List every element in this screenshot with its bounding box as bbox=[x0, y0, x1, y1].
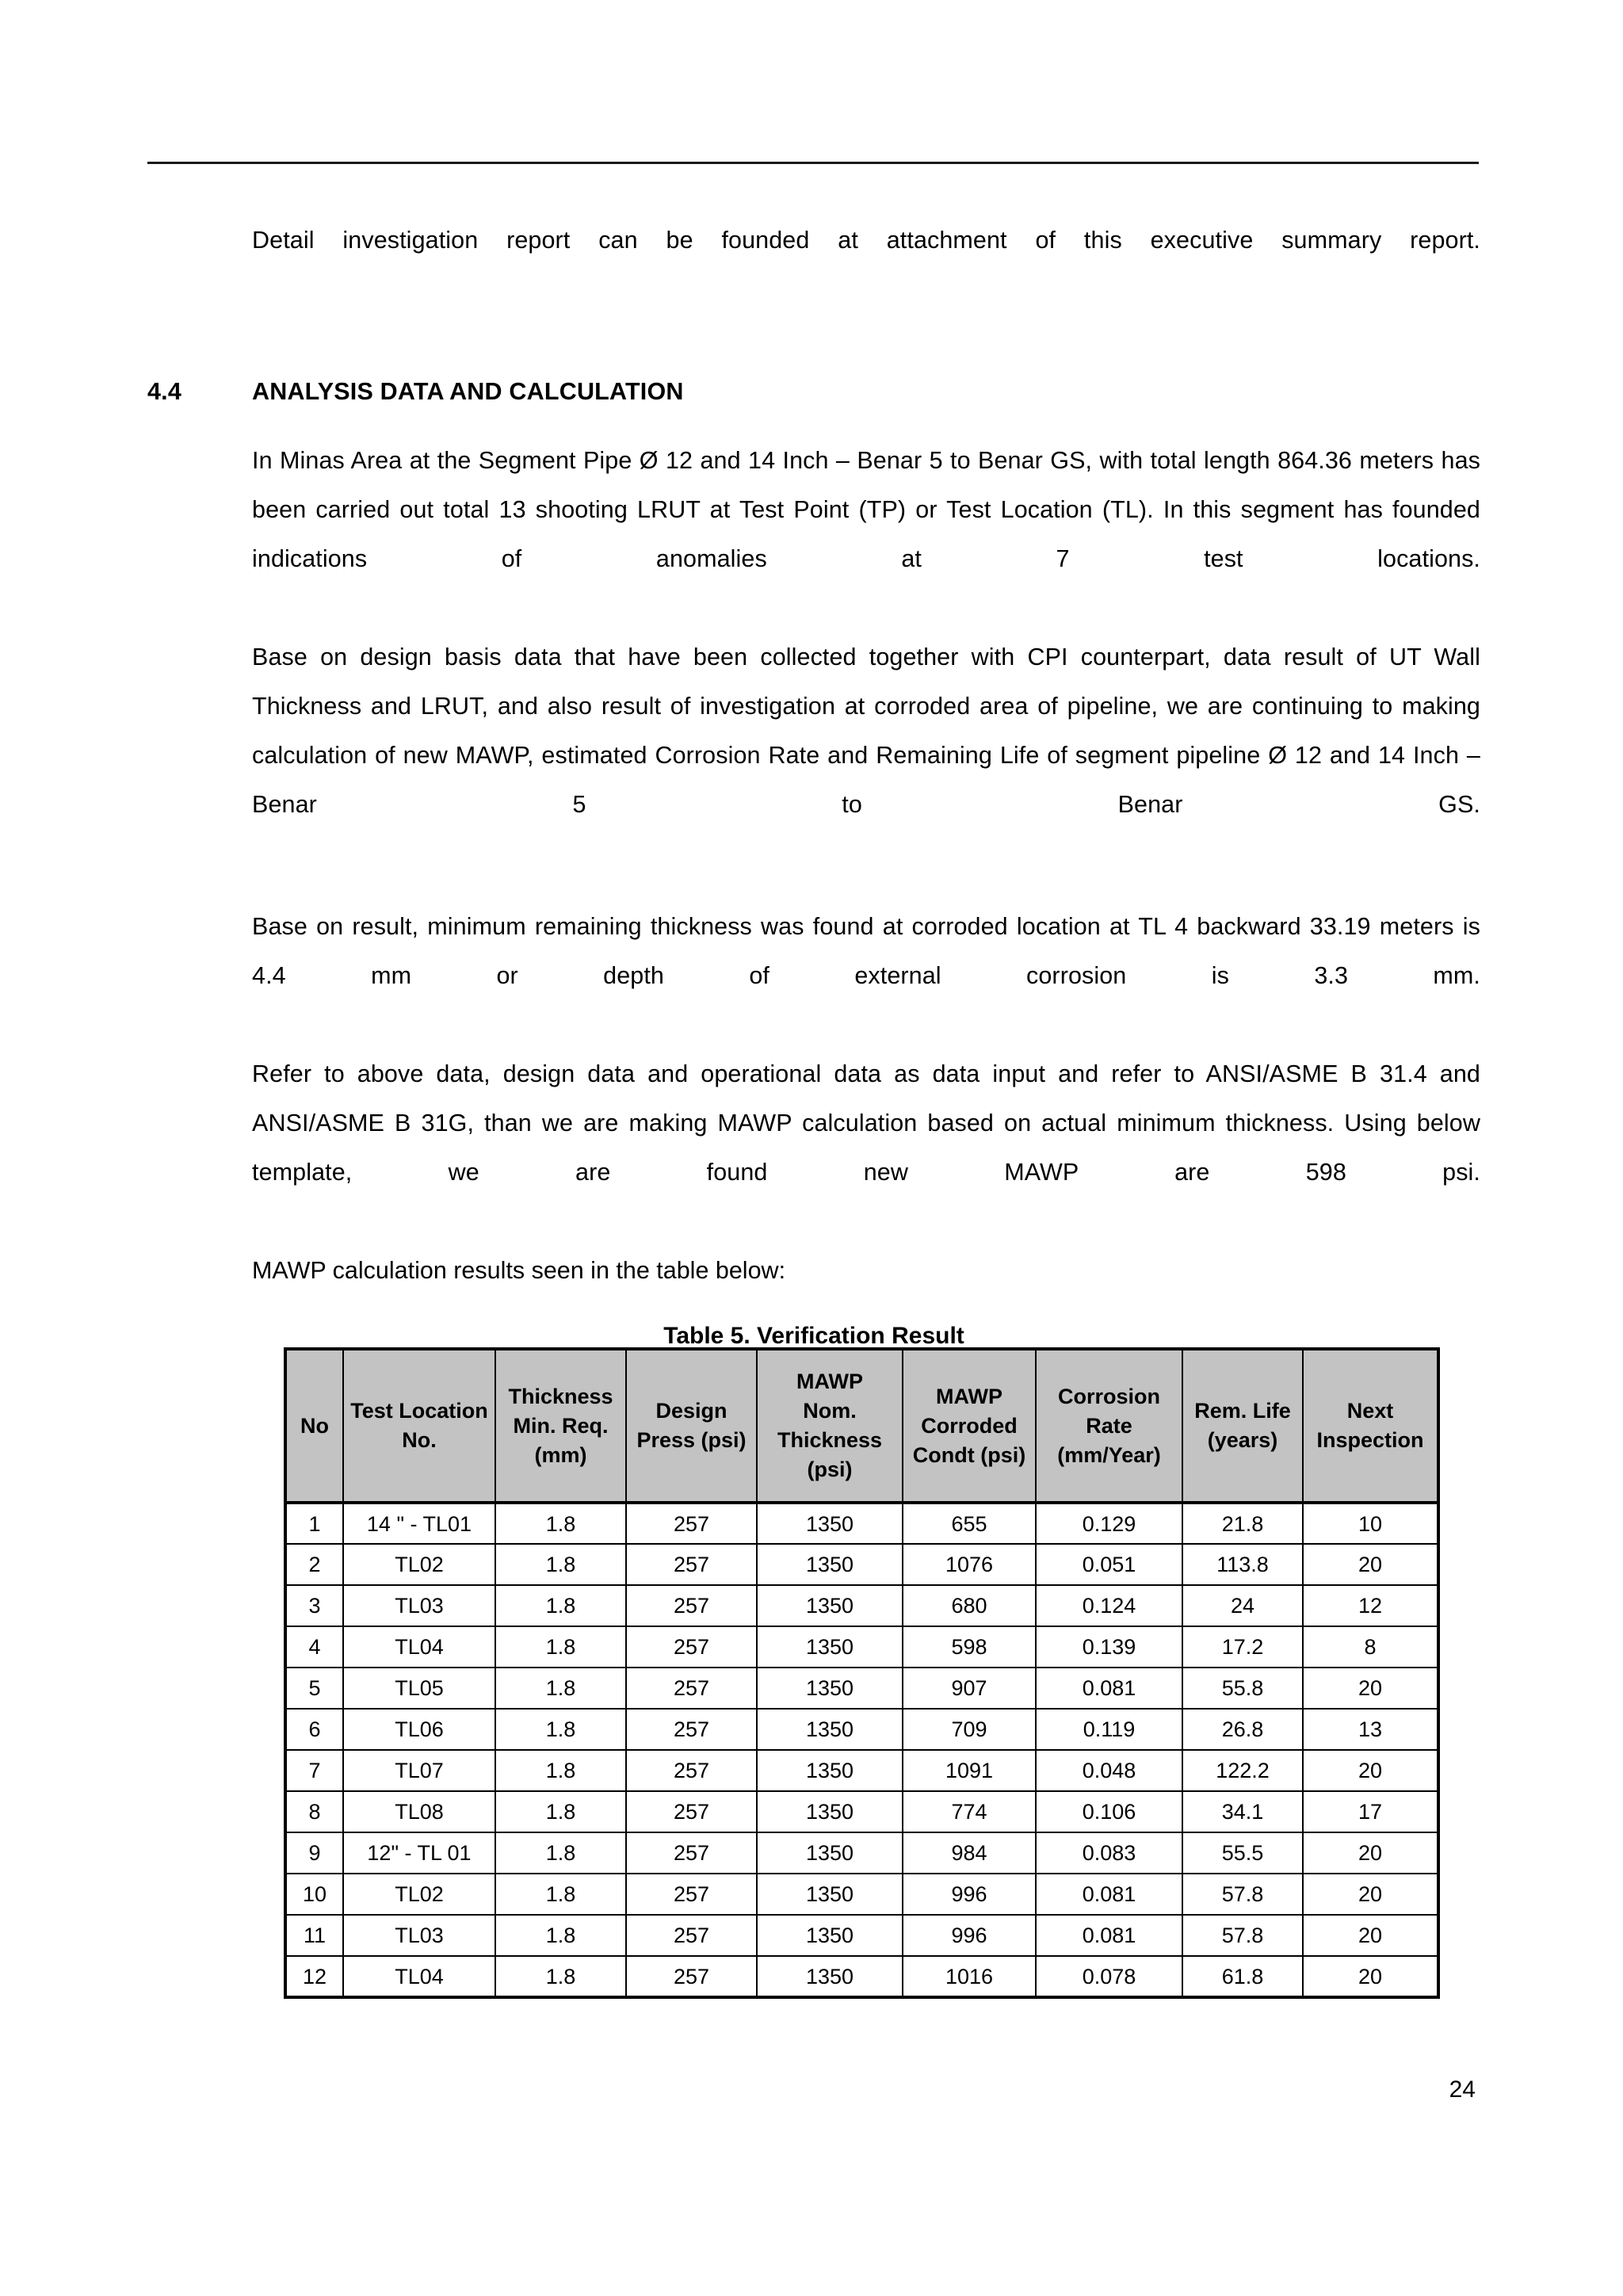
column-header-line: MAWP bbox=[936, 1384, 1002, 1408]
paragraph-1: In Minas Area at the Segment Pipe Ø 12 and 14 Inch – Benar 5 to Benar GS, with total length 864.36 meters has been carried out total 13 shooting LRUT at Test Point (TP) or Test Location (TL). In this segment has founded indications of anomalies at 7 test locations. bbox=[252, 447, 1480, 572]
table-cell-r8-c6: 774 bbox=[903, 1791, 1036, 1832]
table-cell-r1-c3: 1.8 bbox=[495, 1503, 626, 1544]
table-cell-r1-c8: 21.8 bbox=[1182, 1503, 1303, 1544]
table-cell-r10-c2: TL02 bbox=[343, 1874, 495, 1915]
table-cell-r10-c1: 10 bbox=[285, 1874, 343, 1915]
table-cell-r12-c6: 1016 bbox=[903, 1956, 1036, 1997]
table-cell-r2-c5: 1350 bbox=[757, 1544, 903, 1585]
column-header-7 bbox=[1182, 1349, 1303, 1503]
table-cell-r12-c1: 12 bbox=[285, 1956, 343, 1997]
column-header-line: Inspection bbox=[1316, 1428, 1424, 1452]
column-header-4 bbox=[757, 1349, 903, 1503]
table-header-row bbox=[285, 1349, 1438, 1503]
column-header-line: Min. Req. bbox=[513, 1413, 609, 1438]
table-cell-r11-c5: 1350 bbox=[757, 1915, 903, 1956]
column-header-6 bbox=[1036, 1349, 1182, 1503]
column-header-line: Rem. Life bbox=[1194, 1399, 1291, 1423]
column-header-8 bbox=[1303, 1349, 1438, 1503]
spacer bbox=[147, 1295, 1480, 1319]
table-cell-r3-c8: 24 bbox=[1182, 1585, 1303, 1626]
verification-result-table bbox=[284, 1347, 1440, 1999]
page-number: 24 bbox=[1449, 2076, 1476, 2103]
column-header-line: No bbox=[300, 1413, 329, 1438]
page-content bbox=[147, 216, 1480, 1354]
table-cell-r7-c3: 1.8 bbox=[495, 1750, 626, 1791]
table-caption: Table 5. Verification Result bbox=[663, 1323, 964, 1349]
table-cell-r8-c5: 1350 bbox=[757, 1791, 903, 1832]
column-header-line: MAWP bbox=[796, 1370, 863, 1393]
table-cell-r8-c1: 8 bbox=[285, 1791, 343, 1832]
column-header-line: Condt (psi) bbox=[912, 1442, 1026, 1467]
table-cell-r9-c3: 1.8 bbox=[495, 1832, 626, 1874]
table-row bbox=[285, 1791, 1438, 1832]
table-cell-r5-c9: 20 bbox=[1303, 1668, 1438, 1709]
table-row bbox=[285, 1668, 1438, 1709]
table-cell-r5-c4: 257 bbox=[626, 1668, 757, 1709]
column-header-line: (years) bbox=[1207, 1428, 1278, 1452]
column-header-line: Thickness bbox=[508, 1384, 613, 1408]
table-cell-r5-c6: 907 bbox=[903, 1668, 1036, 1709]
column-header-line: Corroded bbox=[921, 1413, 1018, 1438]
table-cell-r6-c1: 6 bbox=[285, 1709, 343, 1750]
paragraph-3: Base on result, minimum remaining thickness was found at corroded location at TL 4 backward 33.19 meters is 4.4 mm or depth of external corrosion is 3.3 mm. bbox=[252, 913, 1480, 989]
column-header-line: Next bbox=[1346, 1399, 1394, 1423]
table-cell-r3-c6: 680 bbox=[903, 1585, 1036, 1626]
table-cell-r11-c6: 996 bbox=[903, 1915, 1036, 1956]
column-header-line: Design bbox=[655, 1399, 727, 1423]
table-cell-r1-c1: 1 bbox=[285, 1503, 343, 1544]
table-head bbox=[285, 1349, 1438, 1503]
table-cell-r3-c4: 257 bbox=[626, 1585, 757, 1626]
table-cell-r11-c1: 11 bbox=[285, 1915, 343, 1956]
table-cell-r4-c7: 0.139 bbox=[1036, 1626, 1182, 1668]
column-header-line: (psi) bbox=[807, 1457, 853, 1481]
column-header-line: Corrosion bbox=[1057, 1384, 1160, 1408]
table-cell-r12-c3: 1.8 bbox=[495, 1956, 626, 1997]
table-cell-r10-c5: 1350 bbox=[757, 1874, 903, 1915]
table-cell-r8-c8: 34.1 bbox=[1182, 1791, 1303, 1832]
section-title: ANALYSIS DATA AND CALCULATION bbox=[252, 378, 684, 405]
table-cell-r6-c7: 0.119 bbox=[1036, 1709, 1182, 1750]
table-row bbox=[285, 1915, 1438, 1956]
table-cell-r11-c9: 20 bbox=[1303, 1915, 1438, 1956]
table-row bbox=[285, 1874, 1438, 1915]
table-cell-r7-c4: 257 bbox=[626, 1750, 757, 1791]
table-body bbox=[285, 1503, 1438, 1997]
table-cell-r9-c6: 984 bbox=[903, 1832, 1036, 1874]
table-row bbox=[285, 1585, 1438, 1626]
spacer bbox=[147, 412, 1480, 436]
table-cell-r7-c2: TL07 bbox=[343, 1750, 495, 1791]
table-cell-r12-c2: TL04 bbox=[343, 1956, 495, 1997]
table-cell-r2-c3: 1.8 bbox=[495, 1544, 626, 1585]
table-cell-r6-c3: 1.8 bbox=[495, 1709, 626, 1750]
table-cell-r3-c7: 0.124 bbox=[1036, 1585, 1182, 1626]
column-header-3 bbox=[626, 1349, 757, 1503]
column-header-line: No. bbox=[402, 1428, 437, 1452]
table-cell-r4-c9: 8 bbox=[1303, 1626, 1438, 1668]
table-cell-r11-c7: 0.081 bbox=[1036, 1915, 1182, 1956]
table-cell-r3-c2: TL03 bbox=[343, 1585, 495, 1626]
table-cell-r6-c6: 709 bbox=[903, 1709, 1036, 1750]
table-cell-r6-c9: 13 bbox=[1303, 1709, 1438, 1750]
table-row bbox=[285, 1750, 1438, 1791]
table-cell-r2-c4: 257 bbox=[626, 1544, 757, 1585]
table-cell-r9-c8: 55.5 bbox=[1182, 1832, 1303, 1874]
table-cell-r10-c6: 996 bbox=[903, 1874, 1036, 1915]
table-cell-r2-c1: 2 bbox=[285, 1544, 343, 1585]
table-cell-r1-c2: 14 " - TL01 bbox=[343, 1503, 495, 1544]
spacer bbox=[147, 314, 1480, 371]
table-cell-r12-c4: 257 bbox=[626, 1956, 757, 1997]
table-cell-r2-c9: 20 bbox=[1303, 1544, 1438, 1585]
table-cell-r8-c2: TL08 bbox=[343, 1791, 495, 1832]
table-cell-r2-c2: TL02 bbox=[343, 1544, 495, 1585]
table-cell-r10-c7: 0.081 bbox=[1036, 1874, 1182, 1915]
table-cell-r8-c9: 17 bbox=[1303, 1791, 1438, 1832]
table-cell-r9-c7: 0.083 bbox=[1036, 1832, 1182, 1874]
table-cell-r5-c5: 1350 bbox=[757, 1668, 903, 1709]
table-row bbox=[285, 1626, 1438, 1668]
table-cell-r5-c8: 55.8 bbox=[1182, 1668, 1303, 1709]
table-cell-r9-c4: 257 bbox=[626, 1832, 757, 1874]
table-cell-r9-c2: 12" - TL 01 bbox=[343, 1832, 495, 1874]
table-cell-r6-c8: 26.8 bbox=[1182, 1709, 1303, 1750]
column-header-line: Press (psi) bbox=[636, 1428, 747, 1452]
paragraph-2: Base on design basis data that have been collected together with CPI counterpart, data result of UT Wall Thickness and LRUT, and also result of investigation at corroded area of pipeline, we are continuing to making calculation of new MAWP, estimated Corrosion Rate and Remaining Life of segment pipeline Ø 12 and 14 Inch – Benar 5 to Benar GS. bbox=[252, 644, 1480, 818]
column-header-5 bbox=[903, 1349, 1036, 1503]
paragraph-5: MAWP calculation results seen in the table below: bbox=[252, 1257, 786, 1284]
table-cell-r4-c4: 257 bbox=[626, 1626, 757, 1668]
spacer bbox=[147, 878, 1480, 902]
table-cell-r7-c1: 7 bbox=[285, 1750, 343, 1791]
column-header-1 bbox=[343, 1349, 495, 1503]
table-cell-r1-c7: 0.129 bbox=[1036, 1503, 1182, 1544]
table-cell-r1-c9: 10 bbox=[1303, 1503, 1438, 1544]
table-cell-r5-c3: 1.8 bbox=[495, 1668, 626, 1709]
table-cell-r12-c7: 0.078 bbox=[1036, 1956, 1182, 1997]
table-cell-r3-c5: 1350 bbox=[757, 1585, 903, 1626]
table-cell-r10-c9: 20 bbox=[1303, 1874, 1438, 1915]
column-header-2 bbox=[495, 1349, 626, 1503]
paragraph-intro: Detail investigation report can be founded at attachment of this executive summary report. bbox=[252, 227, 1480, 254]
section-number: 4.4 bbox=[147, 378, 181, 405]
table-cell-r3-c9: 12 bbox=[1303, 1585, 1438, 1626]
table-cell-r11-c2: TL03 bbox=[343, 1915, 495, 1956]
table-cell-r11-c3: 1.8 bbox=[495, 1915, 626, 1956]
page-header-rule bbox=[147, 162, 1479, 164]
table-cell-r7-c7: 0.048 bbox=[1036, 1750, 1182, 1791]
table-cell-r2-c6: 1076 bbox=[903, 1544, 1036, 1585]
table-row bbox=[285, 1544, 1438, 1585]
table-cell-r4-c6: 598 bbox=[903, 1626, 1036, 1668]
table-cell-r1-c5: 1350 bbox=[757, 1503, 903, 1544]
table-cell-r7-c8: 122.2 bbox=[1182, 1750, 1303, 1791]
table-cell-r4-c3: 1.8 bbox=[495, 1626, 626, 1668]
table-cell-r10-c4: 257 bbox=[626, 1874, 757, 1915]
table-cell-r12-c5: 1350 bbox=[757, 1956, 903, 1997]
column-header-line: Nom. bbox=[803, 1399, 857, 1423]
table-cell-r4-c5: 1350 bbox=[757, 1626, 903, 1668]
table-cell-r11-c8: 57.8 bbox=[1182, 1915, 1303, 1956]
column-header-line: Thickness bbox=[777, 1428, 883, 1452]
table-row bbox=[285, 1956, 1438, 1997]
table-cell-r8-c3: 1.8 bbox=[495, 1791, 626, 1832]
column-header-line: (mm) bbox=[534, 1442, 587, 1467]
table-cell-r7-c9: 20 bbox=[1303, 1750, 1438, 1791]
table-cell-r8-c7: 0.106 bbox=[1036, 1791, 1182, 1832]
column-header-0 bbox=[285, 1349, 343, 1503]
column-header-line: Test Location bbox=[350, 1399, 488, 1423]
table-row bbox=[285, 1709, 1438, 1750]
table-row bbox=[285, 1832, 1438, 1874]
table-cell-r10-c3: 1.8 bbox=[495, 1874, 626, 1915]
table-cell-r2-c7: 0.051 bbox=[1036, 1544, 1182, 1585]
table-cell-r12-c8: 61.8 bbox=[1182, 1956, 1303, 1997]
table-cell-r6-c2: TL06 bbox=[343, 1709, 495, 1750]
table-cell-r1-c6: 655 bbox=[903, 1503, 1036, 1544]
table-cell-r2-c8: 113.8 bbox=[1182, 1544, 1303, 1585]
table-row bbox=[285, 1503, 1438, 1544]
table-cell-r10-c8: 57.8 bbox=[1182, 1874, 1303, 1915]
verification-result-table-wrap bbox=[284, 1347, 1437, 1999]
table-cell-r4-c2: TL04 bbox=[343, 1626, 495, 1668]
table-cell-r9-c5: 1350 bbox=[757, 1832, 903, 1874]
table-cell-r11-c4: 257 bbox=[626, 1915, 757, 1956]
table-cell-r7-c5: 1350 bbox=[757, 1750, 903, 1791]
table-cell-r6-c5: 1350 bbox=[757, 1709, 903, 1750]
table-cell-r5-c1: 5 bbox=[285, 1668, 343, 1709]
paragraph-4: Refer to above data, design data and operational data as data input and refer to ANSI/ASME B 31.4 and ANSI/ASME B 31G, than we are making MAWP calculation based on actual minimum thickness. Using below template, we are found new MAWP are 598 psi. bbox=[252, 1060, 1480, 1186]
table-cell-r1-c4: 257 bbox=[626, 1503, 757, 1544]
table-cell-r9-c9: 20 bbox=[1303, 1832, 1438, 1874]
section-heading-4-4 bbox=[147, 371, 1480, 412]
table-cell-r5-c7: 0.081 bbox=[1036, 1668, 1182, 1709]
table-cell-r9-c1: 9 bbox=[285, 1832, 343, 1874]
table-cell-r6-c4: 257 bbox=[626, 1709, 757, 1750]
table-cell-r4-c1: 4 bbox=[285, 1626, 343, 1668]
table-cell-r7-c6: 1091 bbox=[903, 1750, 1036, 1791]
table-cell-r4-c8: 17.2 bbox=[1182, 1626, 1303, 1668]
column-header-line: Rate bbox=[1086, 1413, 1132, 1438]
table-cell-r5-c2: TL05 bbox=[343, 1668, 495, 1709]
table-cell-r3-c3: 1.8 bbox=[495, 1585, 626, 1626]
table-cell-r3-c1: 3 bbox=[285, 1585, 343, 1626]
column-header-line: (mm/Year) bbox=[1057, 1442, 1161, 1467]
table-cell-r8-c4: 257 bbox=[626, 1791, 757, 1832]
table-cell-r12-c9: 20 bbox=[1303, 1956, 1438, 1997]
